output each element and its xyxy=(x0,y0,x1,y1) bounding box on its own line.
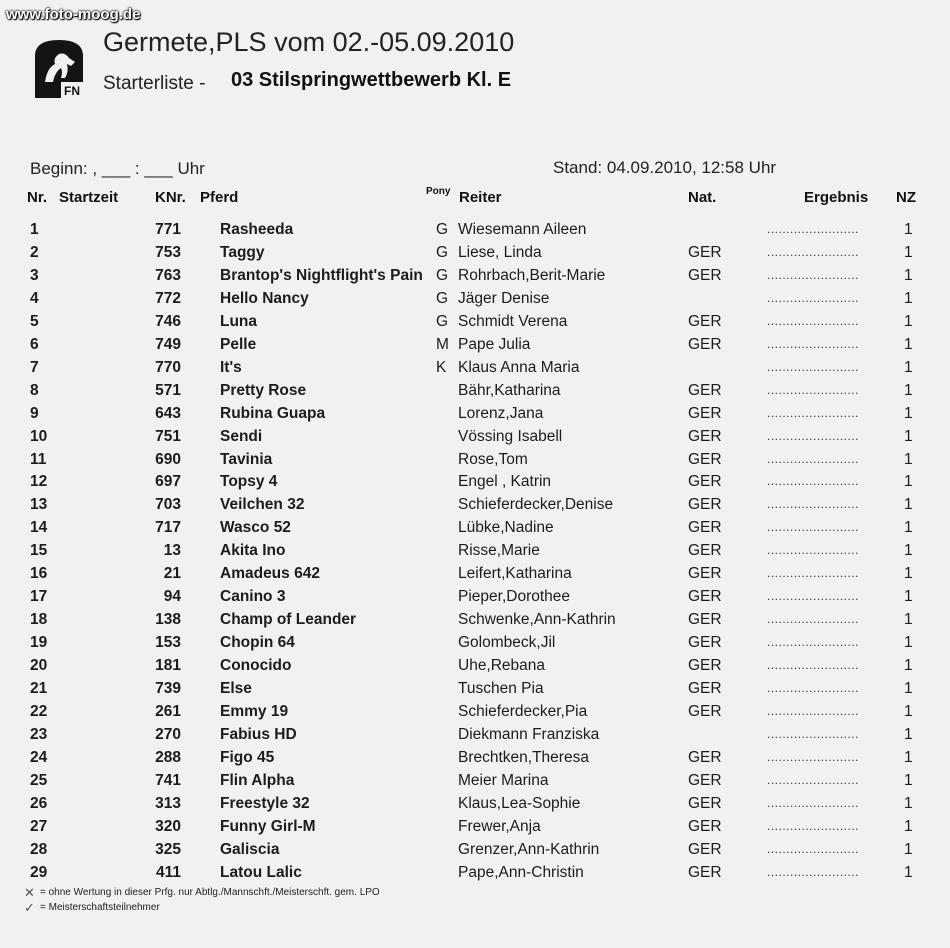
row-number: 14 xyxy=(30,519,48,537)
horse-name: Pretty Rose xyxy=(220,381,307,399)
row-number: 18 xyxy=(30,611,48,629)
horse-number: 138 xyxy=(155,611,181,629)
horse-name: Else xyxy=(220,680,252,697)
table-row xyxy=(0,428,950,451)
table-row xyxy=(0,634,950,657)
horse-name: Rasheeda xyxy=(220,221,294,238)
col-header-ergebnis: Ergebnis xyxy=(804,189,869,206)
rider-name: Klaus Anna Maria xyxy=(458,358,580,376)
nz-value: 1 xyxy=(904,703,913,720)
result-placeholder: ........................ xyxy=(767,726,860,741)
nz-value: 1 xyxy=(904,657,913,674)
status-timestamp: Stand: 04.09.2010, 12:58 Uhr xyxy=(553,158,777,177)
footnote-text: = ohne Wertung in dieser Prfg. nur Abtlg./Mannschft./Meisterschft. gem. LPO xyxy=(40,887,380,898)
row-number: 12 xyxy=(30,473,48,491)
nz-value: 1 xyxy=(904,863,913,881)
nz-value: 1 xyxy=(904,335,913,353)
row-number: 2 xyxy=(30,243,39,261)
col-header-nat: Nat. xyxy=(688,189,717,206)
result-placeholder: ........................ xyxy=(767,359,860,374)
row-number: 29 xyxy=(30,863,48,881)
table-row xyxy=(0,703,950,726)
row-number: 16 xyxy=(30,565,48,583)
table-row xyxy=(0,749,950,772)
table-row xyxy=(0,864,950,887)
row-number: 13 xyxy=(30,496,48,514)
horse-number: 571 xyxy=(155,381,181,399)
result-placeholder: ........................ xyxy=(767,520,860,535)
nationality: GER xyxy=(688,542,722,560)
horse-name: Sendi xyxy=(220,427,263,445)
horse-number: 261 xyxy=(155,703,181,720)
table-row xyxy=(0,772,950,795)
result-placeholder: ........................ xyxy=(767,681,860,695)
table-row xyxy=(0,221,950,244)
pony-class: G xyxy=(436,312,449,330)
footnotes xyxy=(24,885,380,915)
horse-number: 697 xyxy=(155,473,181,491)
row-number: 26 xyxy=(30,794,48,812)
svg-text:FN: FN xyxy=(64,84,80,98)
result-placeholder: ........................ xyxy=(767,336,860,351)
table-row xyxy=(0,359,950,382)
start-time-field: Beginn: , ___ : ___ Uhr xyxy=(30,159,205,178)
row-number: 20 xyxy=(30,657,48,674)
rider-name: Lorenz,Jana xyxy=(458,404,544,422)
result-placeholder: ........................ xyxy=(767,451,860,466)
nationality: GER xyxy=(688,771,722,789)
horse-number: 313 xyxy=(155,794,181,812)
table-row xyxy=(0,726,950,749)
row-number: 4 xyxy=(30,289,39,307)
horse-name: Akita Ino xyxy=(220,542,286,560)
nz-value: 1 xyxy=(904,565,913,583)
nationality: GER xyxy=(688,519,722,537)
horse-name: Funny Girl-M xyxy=(220,817,316,835)
competition-name: 03 Stilspringwettbewerb Kl. E xyxy=(231,69,512,91)
result-placeholder: ........................ xyxy=(767,290,860,305)
table-row xyxy=(0,290,950,313)
horse-number: 746 xyxy=(155,312,181,330)
result-placeholder: ........................ xyxy=(767,244,860,259)
table-row xyxy=(0,336,950,359)
rider-name: Rohrbach,Berit-Marie xyxy=(458,266,606,284)
row-number: 6 xyxy=(30,335,39,353)
horse-number: 703 xyxy=(155,496,181,514)
rider-name: Schwenke,Ann-Kathrin xyxy=(458,611,616,629)
row-number: 15 xyxy=(30,542,48,560)
horse-number: 21 xyxy=(163,565,181,583)
table-row xyxy=(0,382,950,405)
row-number: 23 xyxy=(30,725,48,743)
rider-name: Klaus,Lea-Sophie xyxy=(458,794,581,812)
result-placeholder: ........................ xyxy=(767,818,860,833)
horse-name: Pelle xyxy=(220,335,257,353)
horse-number: 13 xyxy=(163,542,181,560)
rider-name: Diekmann Franziska xyxy=(458,725,600,743)
horse-number: 739 xyxy=(155,680,181,697)
result-placeholder: ........................ xyxy=(767,704,860,718)
result-placeholder: ........................ xyxy=(767,543,860,558)
row-number: 9 xyxy=(30,404,39,422)
pony-class: M xyxy=(436,335,449,353)
rider-name: Liese, Linda xyxy=(458,243,542,261)
horse-name: Brantop's Nightflight's Pain xyxy=(220,266,423,284)
nationality: GER xyxy=(688,840,722,858)
horse-number: 770 xyxy=(155,358,181,376)
rider-name: Brechtken,Theresa xyxy=(458,748,589,766)
result-placeholder: ........................ xyxy=(767,841,860,856)
horse-name: Veilchen 32 xyxy=(220,496,305,514)
nationality: GER xyxy=(688,335,722,353)
result-placeholder: ........................ xyxy=(767,497,860,512)
col-header-startzeit: Startzeit xyxy=(59,189,119,206)
nationality: GER xyxy=(688,863,722,881)
check-icon: ✓ xyxy=(24,900,35,915)
rider-name: Jäger Denise xyxy=(458,289,550,307)
pony-class: G xyxy=(436,289,449,307)
horse-number: 771 xyxy=(155,221,181,238)
nationality: GER xyxy=(688,634,722,652)
result-placeholder: ........................ xyxy=(767,864,860,879)
rider-name: Pieper,Dorothee xyxy=(458,588,571,606)
row-number: 17 xyxy=(30,588,48,606)
rider-name: Engel , Katrin xyxy=(458,473,552,491)
rider-name: Lübke,Nadine xyxy=(458,519,554,537)
cross-icon: ✕ xyxy=(24,885,35,900)
nz-value: 1 xyxy=(904,634,913,652)
nz-value: 1 xyxy=(904,794,913,812)
rider-name: Vössing Isabell xyxy=(458,427,563,445)
horse-name: Canino 3 xyxy=(220,588,286,606)
horse-number: 643 xyxy=(155,404,181,422)
horse-name: Hello Nancy xyxy=(220,289,309,307)
result-placeholder: ........................ xyxy=(767,428,860,443)
table-row xyxy=(0,657,950,680)
nz-value: 1 xyxy=(904,289,913,307)
horse-name: Champ of Leander xyxy=(220,611,357,629)
horse-number: 320 xyxy=(155,817,181,835)
rider-name: Wiesemann Aileen xyxy=(458,221,587,238)
horse-number: 749 xyxy=(155,335,181,353)
table-row xyxy=(0,795,950,818)
result-placeholder: ........................ xyxy=(767,222,860,236)
table-row xyxy=(0,519,950,542)
starter-list-label: Starterliste - xyxy=(103,73,206,94)
rider-name: Rose,Tom xyxy=(458,450,528,468)
row-number: 19 xyxy=(30,634,48,652)
horse-name: Figo 45 xyxy=(220,748,275,766)
nz-value: 1 xyxy=(904,450,913,468)
horse-name: Luna xyxy=(220,312,258,330)
row-number: 25 xyxy=(30,771,48,789)
col-header-nr: Nr. xyxy=(27,189,48,206)
horse-name: Freestyle 32 xyxy=(220,794,310,812)
nz-value: 1 xyxy=(904,680,913,697)
horse-name: Taggy xyxy=(220,243,265,261)
col-header-reiter: Reiter xyxy=(459,189,502,206)
horse-number: 153 xyxy=(155,634,181,652)
nz-value: 1 xyxy=(904,381,913,399)
nz-value: 1 xyxy=(904,427,913,445)
rider-name: Schmidt Verena xyxy=(458,312,568,330)
nz-value: 1 xyxy=(904,611,913,629)
rider-name: Risse,Marie xyxy=(458,542,540,560)
row-number: 24 xyxy=(30,748,48,766)
pony-class: G xyxy=(436,221,449,238)
horse-name: Flin Alpha xyxy=(220,771,295,789)
nationality: GER xyxy=(688,657,722,674)
horse-name: It's xyxy=(220,358,242,376)
horse-number: 181 xyxy=(155,657,181,674)
table-row xyxy=(0,611,950,634)
nationality: GER xyxy=(688,748,722,766)
row-number: 21 xyxy=(30,680,48,697)
table-row xyxy=(0,680,950,703)
rider-name: Bähr,Katharina xyxy=(458,381,561,399)
nationality: GER xyxy=(688,266,722,284)
row-number: 5 xyxy=(30,312,39,330)
horse-number: 751 xyxy=(155,427,181,445)
horse-name: Galiscia xyxy=(220,840,280,858)
horse-name: Fabius HD xyxy=(220,725,297,743)
col-header-pferd: Pferd xyxy=(200,189,239,206)
nationality: GER xyxy=(688,565,722,583)
table-row xyxy=(0,496,950,519)
row-number: 3 xyxy=(30,266,39,284)
footnote-text: = Meisterschaftsteilnehmer xyxy=(40,902,160,913)
pony-class: G xyxy=(436,266,449,284)
nz-value: 1 xyxy=(904,748,913,766)
rider-name: Grenzer,Ann-Kathrin xyxy=(458,840,600,858)
fn-horse-logo-icon xyxy=(31,38,87,98)
horse-number: 763 xyxy=(155,266,181,284)
result-placeholder: ........................ xyxy=(767,405,860,420)
col-header-pony: Pony xyxy=(426,186,451,197)
result-placeholder: ........................ xyxy=(767,589,860,604)
rider-name: Uhe,Rebana xyxy=(458,657,546,674)
nz-value: 1 xyxy=(904,473,913,491)
nz-value: 1 xyxy=(904,817,913,835)
nz-value: 1 xyxy=(904,725,913,743)
horse-name: Topsy 4 xyxy=(220,473,278,491)
table-row xyxy=(0,588,950,611)
nz-value: 1 xyxy=(904,266,913,284)
nz-value: 1 xyxy=(904,243,913,261)
result-placeholder: ........................ xyxy=(767,658,860,672)
nz-value: 1 xyxy=(904,588,913,606)
nationality: GER xyxy=(688,312,722,330)
nz-value: 1 xyxy=(904,358,913,376)
result-placeholder: ........................ xyxy=(767,795,860,810)
rider-name: Meier Marina xyxy=(458,771,549,789)
footnote-item xyxy=(24,885,380,900)
result-placeholder: ........................ xyxy=(767,474,860,489)
horse-number: 741 xyxy=(155,771,181,789)
nationality: GER xyxy=(688,404,722,422)
nationality: GER xyxy=(688,496,722,514)
nationality: GER xyxy=(688,588,722,606)
horse-name: Rubina Guapa xyxy=(220,404,326,422)
table-row xyxy=(0,405,950,428)
rider-name: Frewer,Anja xyxy=(458,817,541,835)
horse-number: 270 xyxy=(155,725,181,743)
nz-value: 1 xyxy=(904,221,913,238)
table-row xyxy=(0,565,950,588)
row-number: 10 xyxy=(30,427,48,445)
col-header-nz: NZ xyxy=(896,189,916,206)
table-row xyxy=(0,542,950,565)
row-number: 7 xyxy=(30,358,39,376)
horse-number: 690 xyxy=(155,450,181,468)
rider-name: Pape Julia xyxy=(458,335,531,353)
horse-name: Latou Lalic xyxy=(220,863,302,881)
horse-name: Emmy 19 xyxy=(220,703,289,720)
pony-class: K xyxy=(436,358,447,376)
nationality: GER xyxy=(688,703,722,720)
nationality: GER xyxy=(688,680,722,697)
row-number: 1 xyxy=(30,221,39,238)
row-number: 28 xyxy=(30,840,48,858)
result-placeholder: ........................ xyxy=(767,382,860,397)
pony-class: G xyxy=(436,243,449,261)
horse-number: 94 xyxy=(163,588,181,606)
nz-value: 1 xyxy=(904,496,913,514)
horse-number: 325 xyxy=(155,840,181,858)
rider-name: Leifert,Katharina xyxy=(458,565,572,583)
row-number: 8 xyxy=(30,381,39,399)
nationality: GER xyxy=(688,243,722,261)
table-row xyxy=(0,473,950,496)
horse-name: Amadeus 642 xyxy=(220,565,320,583)
nationality: GER xyxy=(688,473,722,491)
result-placeholder: ........................ xyxy=(767,772,860,787)
footnote-item xyxy=(24,900,380,915)
nz-value: 1 xyxy=(904,840,913,858)
horse-name: Tavinia xyxy=(220,450,273,468)
result-placeholder: ........................ xyxy=(767,749,860,764)
nationality: GER xyxy=(688,381,722,399)
nz-value: 1 xyxy=(904,312,913,330)
result-placeholder: ........................ xyxy=(767,267,860,282)
horse-number: 288 xyxy=(155,748,181,766)
col-header-knr: KNr. xyxy=(155,189,186,206)
row-number: 27 xyxy=(30,817,48,835)
horse-number: 772 xyxy=(155,289,181,307)
nationality: GER xyxy=(688,794,722,812)
nz-value: 1 xyxy=(904,771,913,789)
table-row xyxy=(0,451,950,474)
result-placeholder: ........................ xyxy=(767,635,860,650)
result-placeholder: ........................ xyxy=(767,612,860,627)
table-row xyxy=(0,244,950,267)
table-row xyxy=(0,313,950,336)
horse-number: 411 xyxy=(155,863,181,881)
rider-name: Golombeck,Jil xyxy=(458,634,556,652)
rider-name: Pape,Ann-Christin xyxy=(458,863,584,881)
rider-name: Schieferdecker,Denise xyxy=(458,496,614,514)
watermark: www.foto-moog.de xyxy=(6,6,141,23)
horse-number: 753 xyxy=(155,243,181,261)
nz-value: 1 xyxy=(904,404,913,422)
nationality: GER xyxy=(688,450,722,468)
table-row xyxy=(0,818,950,841)
rider-name: Schieferdecker,Pia xyxy=(458,703,588,720)
horse-name: Chopin 64 xyxy=(220,634,295,652)
table-row xyxy=(0,267,950,290)
nationality: GER xyxy=(688,611,722,629)
result-placeholder: ........................ xyxy=(767,313,860,328)
row-number: 11 xyxy=(30,450,47,468)
horse-name: Conocido xyxy=(220,657,292,674)
result-placeholder: ........................ xyxy=(767,566,860,581)
rider-name: Tuschen Pia xyxy=(458,680,544,697)
event-title: Germete,PLS vom 02.-05.09.2010 xyxy=(103,27,515,57)
nz-value: 1 xyxy=(904,519,913,537)
horse-number: 717 xyxy=(155,519,181,537)
row-number: 22 xyxy=(30,703,48,720)
nationality: GER xyxy=(688,817,722,835)
table-row xyxy=(0,841,950,864)
horse-name: Wasco 52 xyxy=(220,519,291,537)
nz-value: 1 xyxy=(904,542,913,560)
nationality: GER xyxy=(688,427,722,445)
